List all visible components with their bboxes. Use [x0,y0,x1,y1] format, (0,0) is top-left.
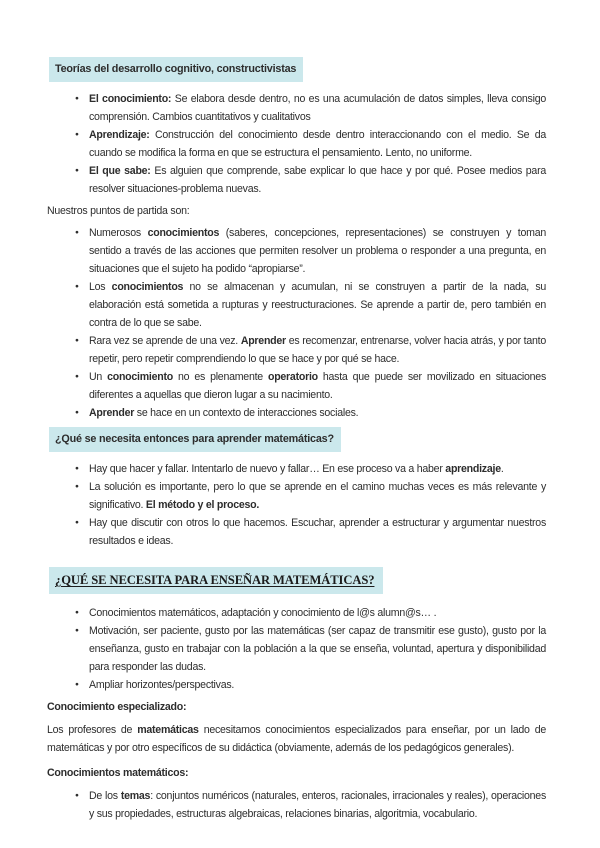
bullet-item: ● Motivación, ser paciente, gusto por las matemáticas (ser capaz de transmitir ese gusto), gusto por la enseñanza, gusto en trabajar con la población a la que se enseña, voluntad, apertura y disponibilidad para responder las dudas. [89,622,546,676]
big-heading-ensenar-matematicas: ¿QUÉ SE NECESITA PARA ENSEÑAR MATEMÁTICAS? [49,567,383,594]
bullet-item: ● Conocimientos matemáticos, adaptación y conocimiento de l@s alumn@s… . [89,604,546,622]
label-conocimiento-especializado: Conocimiento especializado: [47,701,187,713]
bullet-list-ensenar-matematicas [47,604,546,694]
bullet-list-aprender-matematicas [47,460,546,550]
section-ensenar-heading-row [47,567,546,594]
highlighted-heading-aprender-matematicas: ¿Qué se necesita entonces para aprender matemáticas? [49,427,341,452]
bullet-list-conocimientos-matematicos [47,787,546,823]
bullet-item: ● Los conocimientos no se almacenan y acumulan, ni se construyen a partir de la nada, su elaboración está sometida a rupturas y reestructuraciones. Se aprende a partir de, pero también en contra de lo que se sabe. [89,278,546,332]
bullet-item: ● Aprendizaje: Construcción del conocimiento desde dentro interaccionando con el medio. Se da cuando se modifica la forma en que se estructura el pensamiento. Lento, no uniforme. [89,126,546,162]
bullet-item: ● Numerosos conocimientos (saberes, concepciones, representaciones) se construyen y toman sentido a través de las acciones que permiten resolver un problema o responder a una pregunta, en situaciones que el sujeto ha podido “apropiarse”. [89,224,546,278]
bullet-item: ● De los temas: conjuntos numéricos (naturales, enteros, racionales, irracionales y reales), operaciones y sus propiedades, estructuras algebraicas, relaciones binarias, algoritmia, vocabulario. [89,787,546,823]
bullet-item: ● Un conocimiento no es plenamente operatorio hasta que puede ser movilizado en situaciones diferentes a aquellas que dieron lugar a su nacimiento. [89,368,546,404]
bullet-item: ● La solución es importante, pero lo que se aprende en el camino muchas veces es más relevante y significativo. El método y el proceso. [89,478,546,514]
label-conocimientos-matematicos: Conocimientos matemáticos: [47,767,189,779]
intro-paragraph-puntos-de-partida: Nuestros puntos de partida son: [47,205,190,217]
bullet-item: ● El conocimiento: Se elabora desde dentro, no es una acumulación de datos simples, lleva consigo comprensión. Cambios cuantitativos y cualitativos [89,90,546,126]
bullet-list-puntos-de-partida [47,224,546,422]
section-aprender-heading-row [47,427,546,460]
bullet-item: ● Ampliar horizontes/perspectivas. [89,676,546,694]
paragraph-profesores: Los profesores de matemáticas necesitamos conocimientos especializados para enseñar, por un lado de matemáticas y por otro específicos de su didáctica (obviamente, además de los pedagógicos generales). [47,724,546,754]
bullet-item: ● Hay que hacer y fallar. Intentarlo de nuevo y fallar… En ese proceso va a haber aprendizaje. [89,460,546,478]
bullet-item: ● Aprender se hace en un contexto de interacciones sociales. [89,404,546,422]
bullet-list-teorias [47,90,546,198]
section-teorias-heading-row [47,57,546,90]
bullet-item: ● Hay que discutir con otros lo que hacemos. Escuchar, aprender a estructurar y argumentar nuestros resultados e ideas. [89,514,546,550]
highlighted-heading-teorias: Teorías del desarrollo cognitivo, constructivistas [49,57,303,82]
bullet-item: ● El que sabe: Es alguien que comprende, sabe explicar lo que hace y por qué. Posee medios para resolver situaciones-problema nuevas. [89,162,546,198]
bullet-item: ● Rara vez se aprende de una vez. Aprender es recomenzar, entrenarse, volver hacia atrás, y por tanto repetir, pero repetir comprendiendo lo que se hace y por qué se hace. [89,332,546,368]
